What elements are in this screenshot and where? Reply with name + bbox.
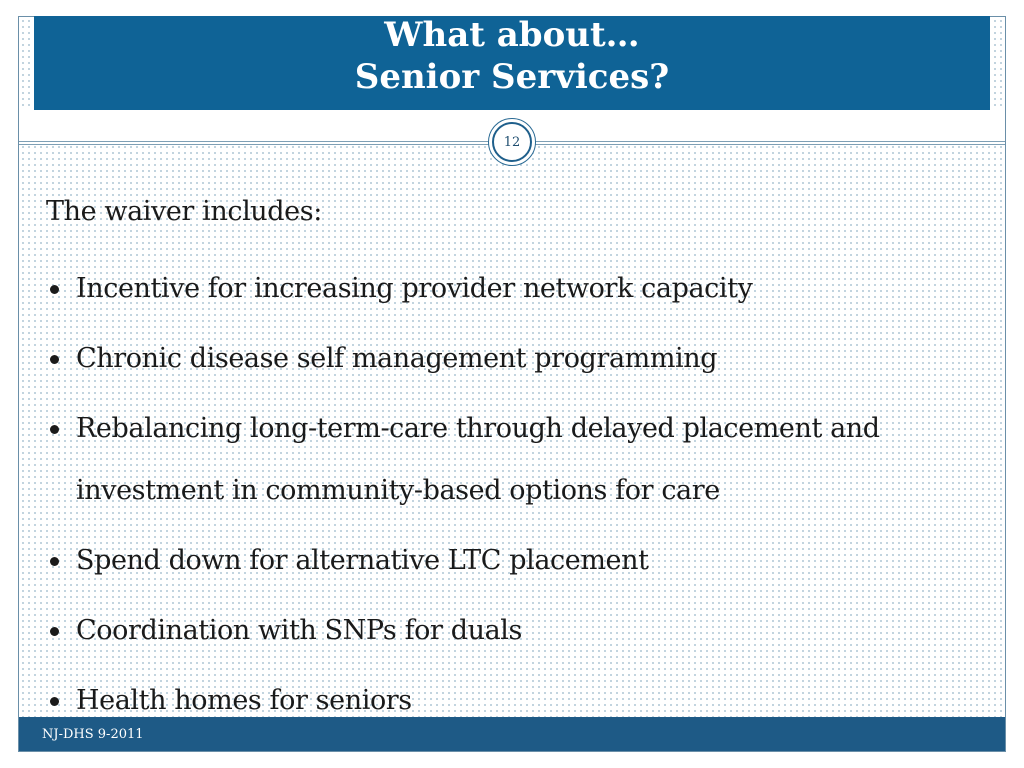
title-bar [34,16,990,110]
bullet-text: Coordination with SNPs for duals [76,615,522,646]
title-line-2: Senior Services? [354,57,670,97]
bullet-icon [50,285,59,294]
bullet-text: Health homes for seniors [76,685,412,716]
bullet-text: Incentive for increasing provider network capacity [76,273,753,304]
bullet-item [46,600,946,662]
intro-text: The waiver includes: [46,196,322,227]
bullet-list [46,258,946,732]
bullet-text: Rebalancing long-term-care through delayed placement and investment in community-based options for care [76,413,880,506]
page-number: 12 [492,122,532,162]
page-number-badge [488,118,536,166]
bullet-item [46,530,946,592]
bullet-text: Spend down for alternative LTC placement [76,545,649,576]
bullet-icon [50,355,59,364]
title-line-1: What about… [384,15,640,55]
bullet-item [46,398,946,522]
bullet-icon [50,627,59,636]
footer-label: NJ-DHS 9-2011 [42,727,144,742]
bullet-icon [50,557,59,566]
slide-body [46,190,946,740]
bullet-item [46,328,946,390]
bullet-icon [50,697,59,706]
bullet-item [46,258,946,320]
bullet-icon [50,425,59,434]
bullet-text: Chronic disease self management programming [76,343,718,374]
footer-bar [19,717,1005,751]
